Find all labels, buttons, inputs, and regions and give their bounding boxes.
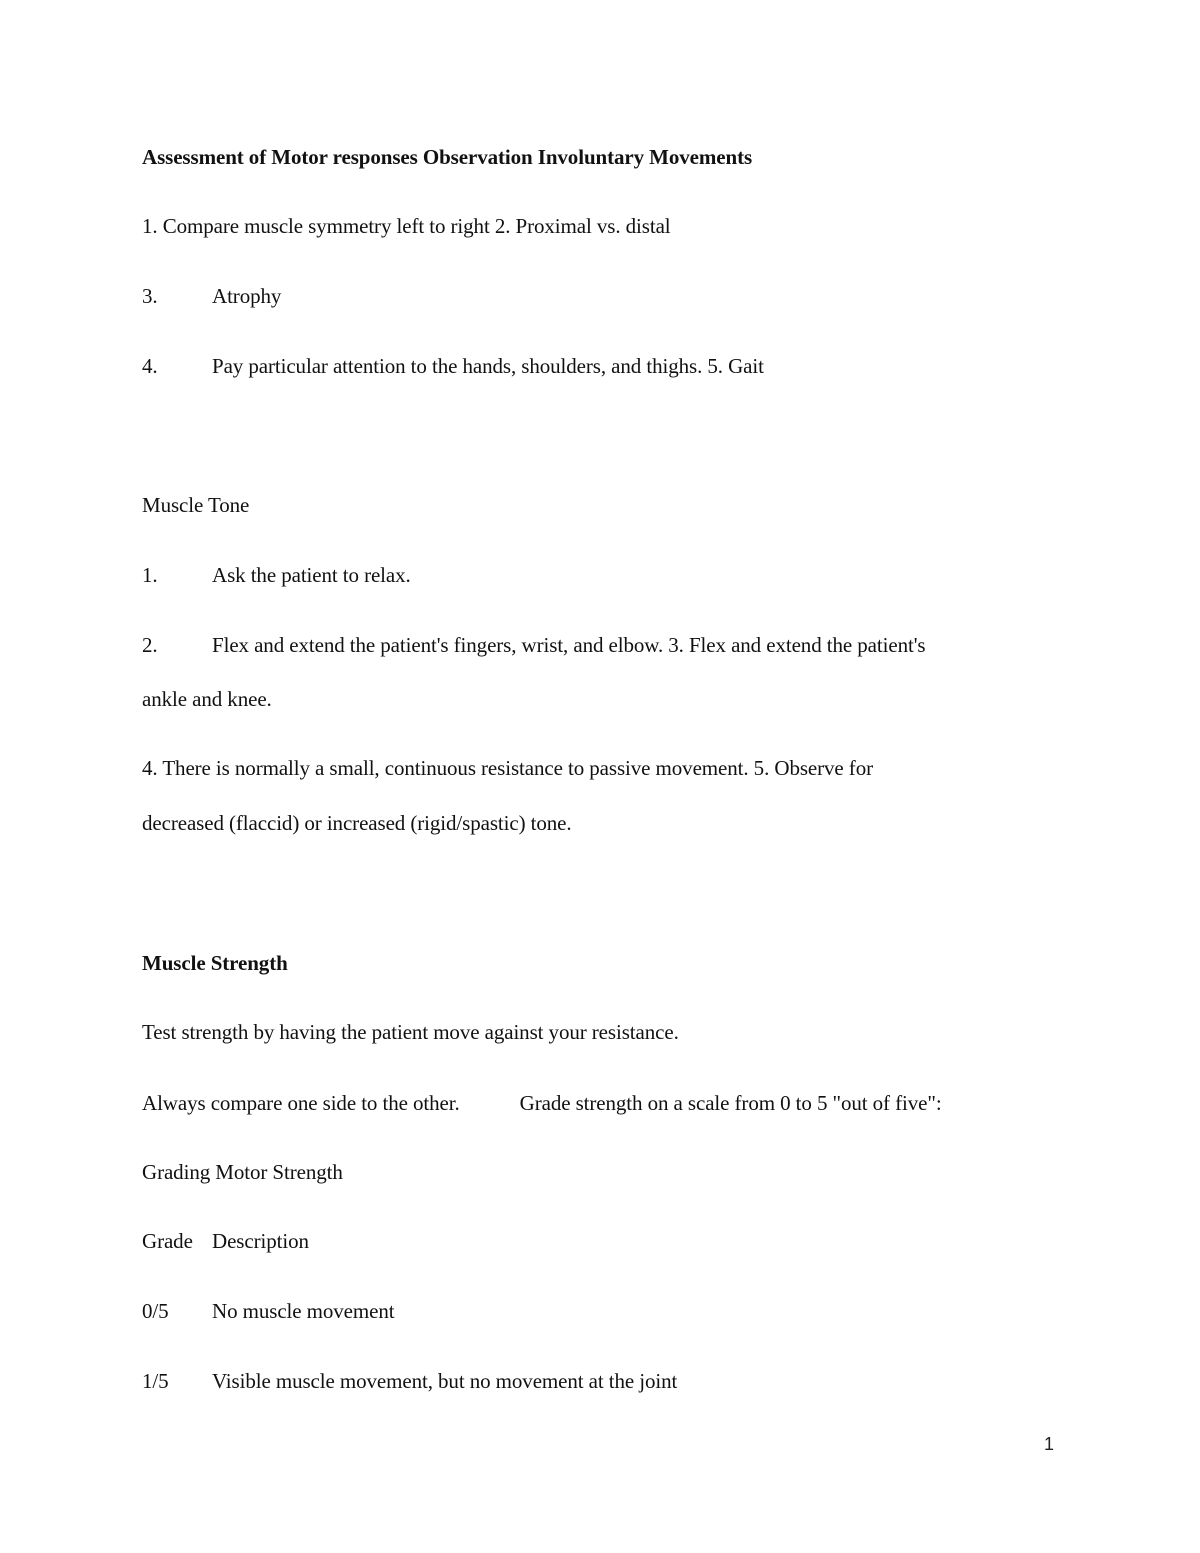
page-number: 1 xyxy=(1044,1434,1055,1454)
grade-header-col1: Grade xyxy=(142,1229,193,1253)
list-number: 2. xyxy=(142,633,158,657)
grade-value: 0/5 xyxy=(142,1299,169,1323)
list-text: Ask the patient to relax. xyxy=(212,563,411,587)
grade-description: No muscle movement xyxy=(212,1299,395,1323)
grade-table-header xyxy=(142,1228,309,1254)
list-text: Atrophy xyxy=(212,284,282,308)
list-text: Pay particular attention to the hands, shoulders, and thighs. 5. Gait xyxy=(212,354,764,378)
strength-line-2-left: Always compare one side to the other. xyxy=(142,1091,460,1115)
observation-line-1: 1. Compare muscle symmetry left to right 2. Proximal vs. distal xyxy=(142,214,671,238)
grading-title: Grading Motor Strength xyxy=(142,1160,343,1184)
list-text: Flex and extend the patient's fingers, wrist, and elbow. 3. Flex and extend the patient's xyxy=(212,633,926,657)
tone-item-2 xyxy=(142,632,925,658)
grade-header-col2: Description xyxy=(212,1229,309,1253)
grade-value: 1/5 xyxy=(142,1369,169,1393)
tone-item-1 xyxy=(142,562,411,588)
grade-description: Visible muscle movement, but no movement at the joint xyxy=(212,1369,678,1393)
tone-line-4-continuation: decreased (flaccid) or increased (rigid/spastic) tone. xyxy=(142,811,572,835)
strength-line-2 xyxy=(142,1090,942,1116)
tone-item-2-continuation: ankle and knee. xyxy=(142,687,272,711)
list-number: 4. xyxy=(142,354,158,378)
observation-item-3 xyxy=(142,283,281,309)
section-heading-muscle-strength: Muscle Strength xyxy=(142,951,288,975)
strength-line-1: Test strength by having the patient move against your resistance. xyxy=(142,1020,679,1044)
grade-row xyxy=(142,1298,395,1324)
section-heading-muscle-tone: Muscle Tone xyxy=(142,493,250,517)
section-heading-motor-responses: Assessment of Motor responses Observation Involuntary Movements xyxy=(142,145,753,169)
observation-item-4 xyxy=(142,353,764,379)
grade-row xyxy=(142,1368,677,1394)
list-number: 1. xyxy=(142,563,158,587)
strength-line-2-right: Grade strength on a scale from 0 to 5 "out of five": xyxy=(519,1091,942,1115)
tone-line-4: 4. There is normally a small, continuous resistance to passive movement. 5. Observe for xyxy=(142,756,873,780)
list-number: 3. xyxy=(142,284,158,308)
